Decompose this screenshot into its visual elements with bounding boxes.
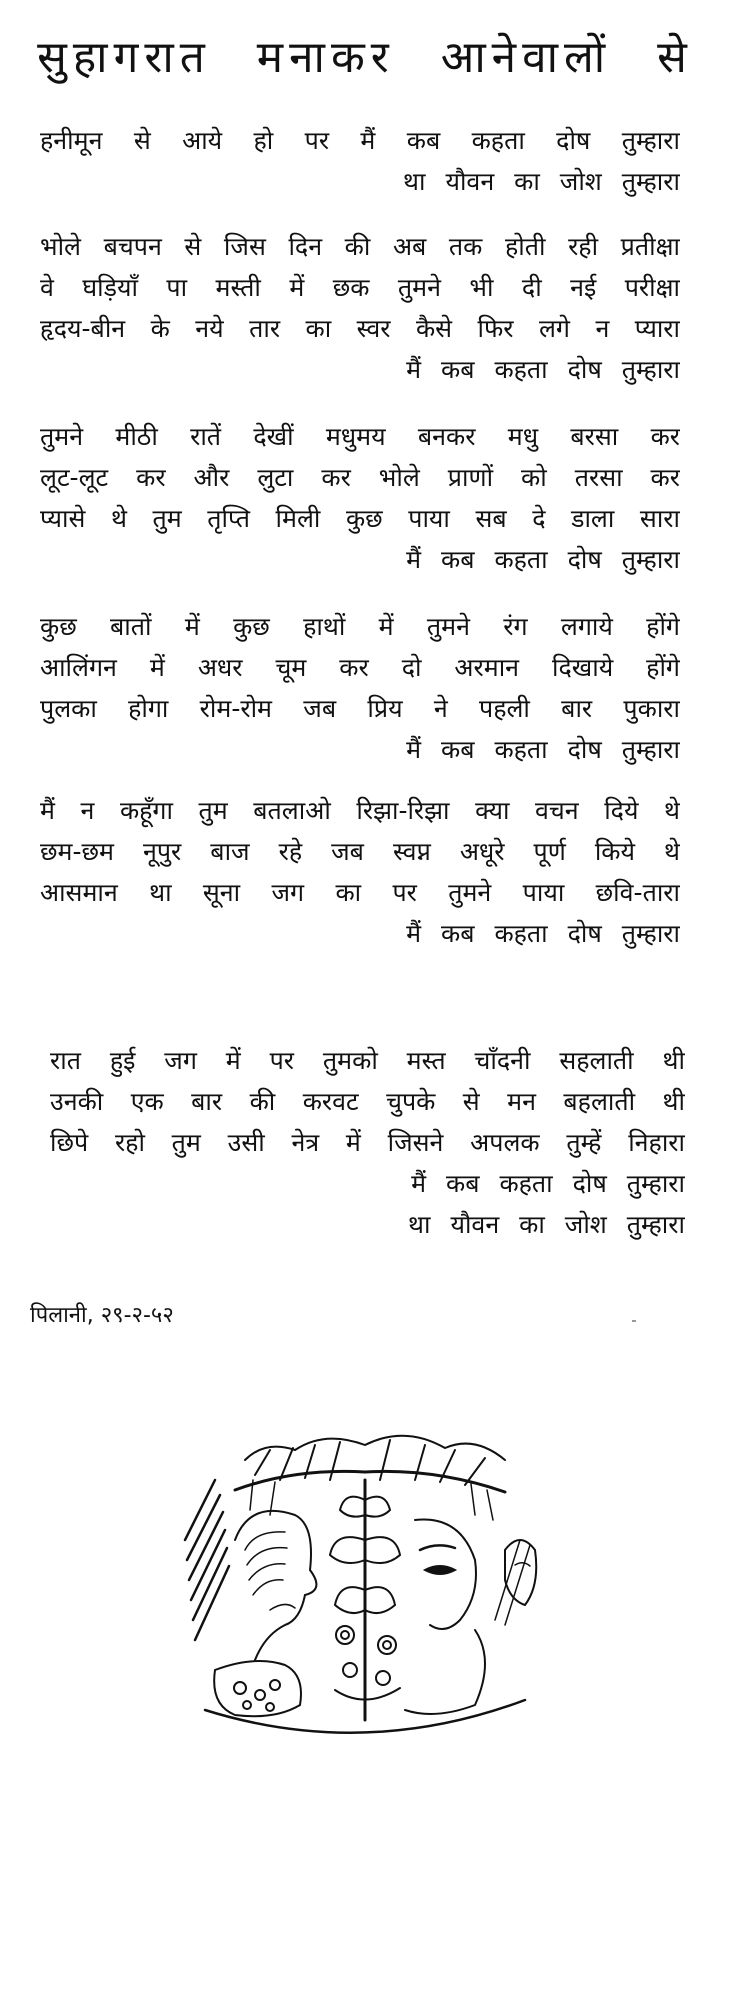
refrain-line: मैं कब कहता दोष तुम्हारा [406, 545, 680, 574]
print-speck [632, 1320, 636, 1322]
refrain-line: था यौवन का जोश तुम्हारा [403, 167, 680, 196]
poem-line: हनीमून से आये हो पर मैं कब कहता दोष तुम्हारा [40, 126, 680, 155]
refrain-line: मैं कब कहता दोष तुम्हारा [411, 1169, 685, 1198]
stanza-5 [40, 790, 680, 954]
place-date-signoff: पिलानी, २९-२-५२ [30, 1303, 174, 1328]
poem-line: मैं न कहूँगा तुम बतलाओ रिझा-रिझा क्या वचन दिये थे [40, 796, 680, 825]
stanza-6 [50, 1040, 685, 1245]
poem-line: आलिंगन में अधर चूम कर दो अरमान दिखाये होंगे [40, 653, 680, 682]
stanza-3 [40, 416, 680, 580]
poem-line: तुमने मीठी रातें देखीं मधुमय बनकर मधु बरसा कर [40, 422, 680, 451]
stanza-1 [40, 120, 680, 202]
refrain-line: मैं कब कहता दोष तुम्हारा [406, 919, 680, 948]
refrain-line: मैं कब कहता दोष तुम्हारा [406, 735, 680, 764]
poem-line: वे घड़ियाँ पा मस्ती में छक तुमने भी दी नई परीक्षा [40, 273, 680, 302]
poem-line: छिपे रहो तुम उसी नेत्र में जिसने अपलक तुम्हें निहारा [50, 1128, 685, 1157]
poem-title: सुहागरात मनाकर आनेवालों से [37, 32, 693, 83]
poem-line: छम-छम नूपुर बाज रहे जब स्वप्न अधूरे पूर्ण किये थे [40, 837, 680, 866]
refrain-line: था यौवन का जोश तुम्हारा [408, 1210, 685, 1239]
poem-line: कुछ बातों में कुछ हाथों में तुमने रंग लगाये होंगे [40, 612, 680, 641]
refrain-line: मैं कब कहता दोष तुम्हारा [406, 355, 680, 384]
poem-line: प्यासे थे तुम तृप्ति मिली कुछ पाया सब दे डाला सारा [40, 504, 680, 533]
poem-line: पुलका होगा रोम-रोम जब प्रिय ने पहली बार पुकारा [40, 694, 680, 723]
stanza-2 [40, 226, 680, 390]
lovers-illustration-icon [175, 1420, 555, 1740]
poem-line: लूट-लूट कर और लुटा कर भोले प्राणों को तरसा कर [40, 463, 680, 492]
poem-line: रात हुई जग में पर तुमको मस्त चाँदनी सहलाती थी [50, 1046, 685, 1075]
poem-line: उनकी एक बार की करवट चुपके से मन बहलाती थी [50, 1087, 685, 1116]
poem-line: भोले बचपन से जिस दिन की अब तक होती रही प्रतीक्षा [40, 232, 680, 261]
poem-line: आसमान था सूना जग का पर तुमने पाया छवि-तारा [40, 878, 680, 907]
poem-line: हृदय-बीन के नये तार का स्वर कैसे फिर लगे न प्यारा [40, 314, 680, 343]
stanza-4 [40, 606, 680, 770]
